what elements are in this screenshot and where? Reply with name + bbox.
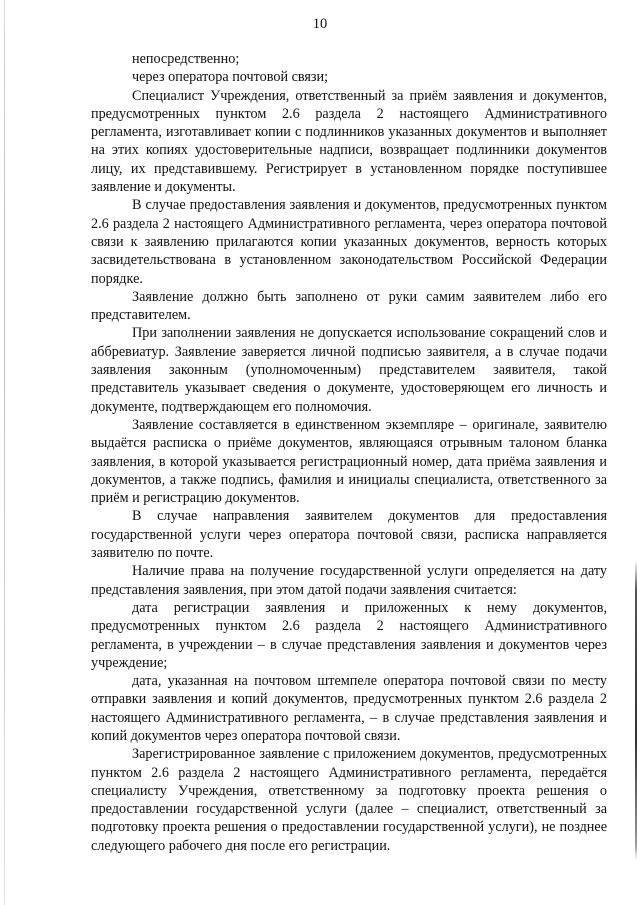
paragraph: В случае предоставления заявления и документов, предусмотренных пунктом 2.6 раздела 2 настоящего Административного регламента, через оператора почтовой связи к заявлению прилагаются копии указанных документов, верность которых засвидетельствована в установленном законодательством Российской Федерации порядке. [91,197,607,287]
paragraph: При заполнении заявления не допускается использование сокращений слов и аббревиатур. Заявление заверяется личной подписью заявителя, а в случае подачи заявления законным (уполномоченным) представителем заявителя, такой представитель указывает сведения о документе, удостоверяющем его личность и документе, подтверждающем его полномочия. [91,325,607,415]
paragraph: Заявление составляется в единственном экземпляре – оригинале, заявителю выдаётся расписка о приёме документов, являющаяся отрывным талоном бланка заявления, в которой указывается регистрационный номер, дата приёма заявления и документов, а также подпись, фамилия и инициалы специалиста, ответственного за приём и регистрацию документов. [91,416,607,507]
document-body [91,50,607,855]
paragraph: дата, указанная на почтовом штемпеле оператора почтовой связи по месту отправки заявления и копий документов, предусмотренных пунктом 2.6 раздела 2 настоящего Административного регламента, – в случае представления заявления и копий документов через оператора почтовой связи. [91,673,607,744]
paragraph: дата регистрации заявления и приложенных к нему документов, предусмотренных пунктом 2.6 раздела 2 настоящего Административного регламента, в учреждении – в случае представления заявления и документов через учреждение; [91,599,607,671]
paragraph: Специалист Учреждения, ответственный за приём заявления и документов, предусмотренных пунктом 2.6 раздела 2 настоящего Административного регламента, изготавливает копии с подлинников указанных документов и выполняет на этих копиях удостоверительные надписи, возвращает подлинники документов лицу, их представившему. Регистрирует в установленном порядке поступившее заявление и документы. [91,87,607,196]
paragraph: В случае направления заявителем документов для предоставления государственной услуги через оператора почтовой связи, расписка направляется заявителю по почте. [91,508,607,562]
paragraph: Наличие права на получение государственной услуги определяется на дату представления заявления, при этом датой подачи заявления считается: [91,563,607,598]
page-number: 10 [312,16,328,32]
scan-edge-right [635,560,637,860]
paragraph: Заявление должно быть заполнено от руки самим заявителем либо его представителем. [91,288,607,324]
paragraph: через оператора почтовой связи; [132,69,329,86]
paragraph: непосредственно; [132,51,240,67]
scan-edge-left [4,0,5,905]
paragraph: Зарегистрированное заявление с приложением документов, предусмотренных пунктом 2.6 раздела 2 настоящего Административного регламента, передаётся специалисту Учреждения, ответственному за подготовку проекта решения о предоставлении государственной услуги (далее – специалист, ответственный за подготовку проекта решения о предоставлении государственной услуги), не позднее следующего рабочего дня после его регистрации. [91,746,607,854]
